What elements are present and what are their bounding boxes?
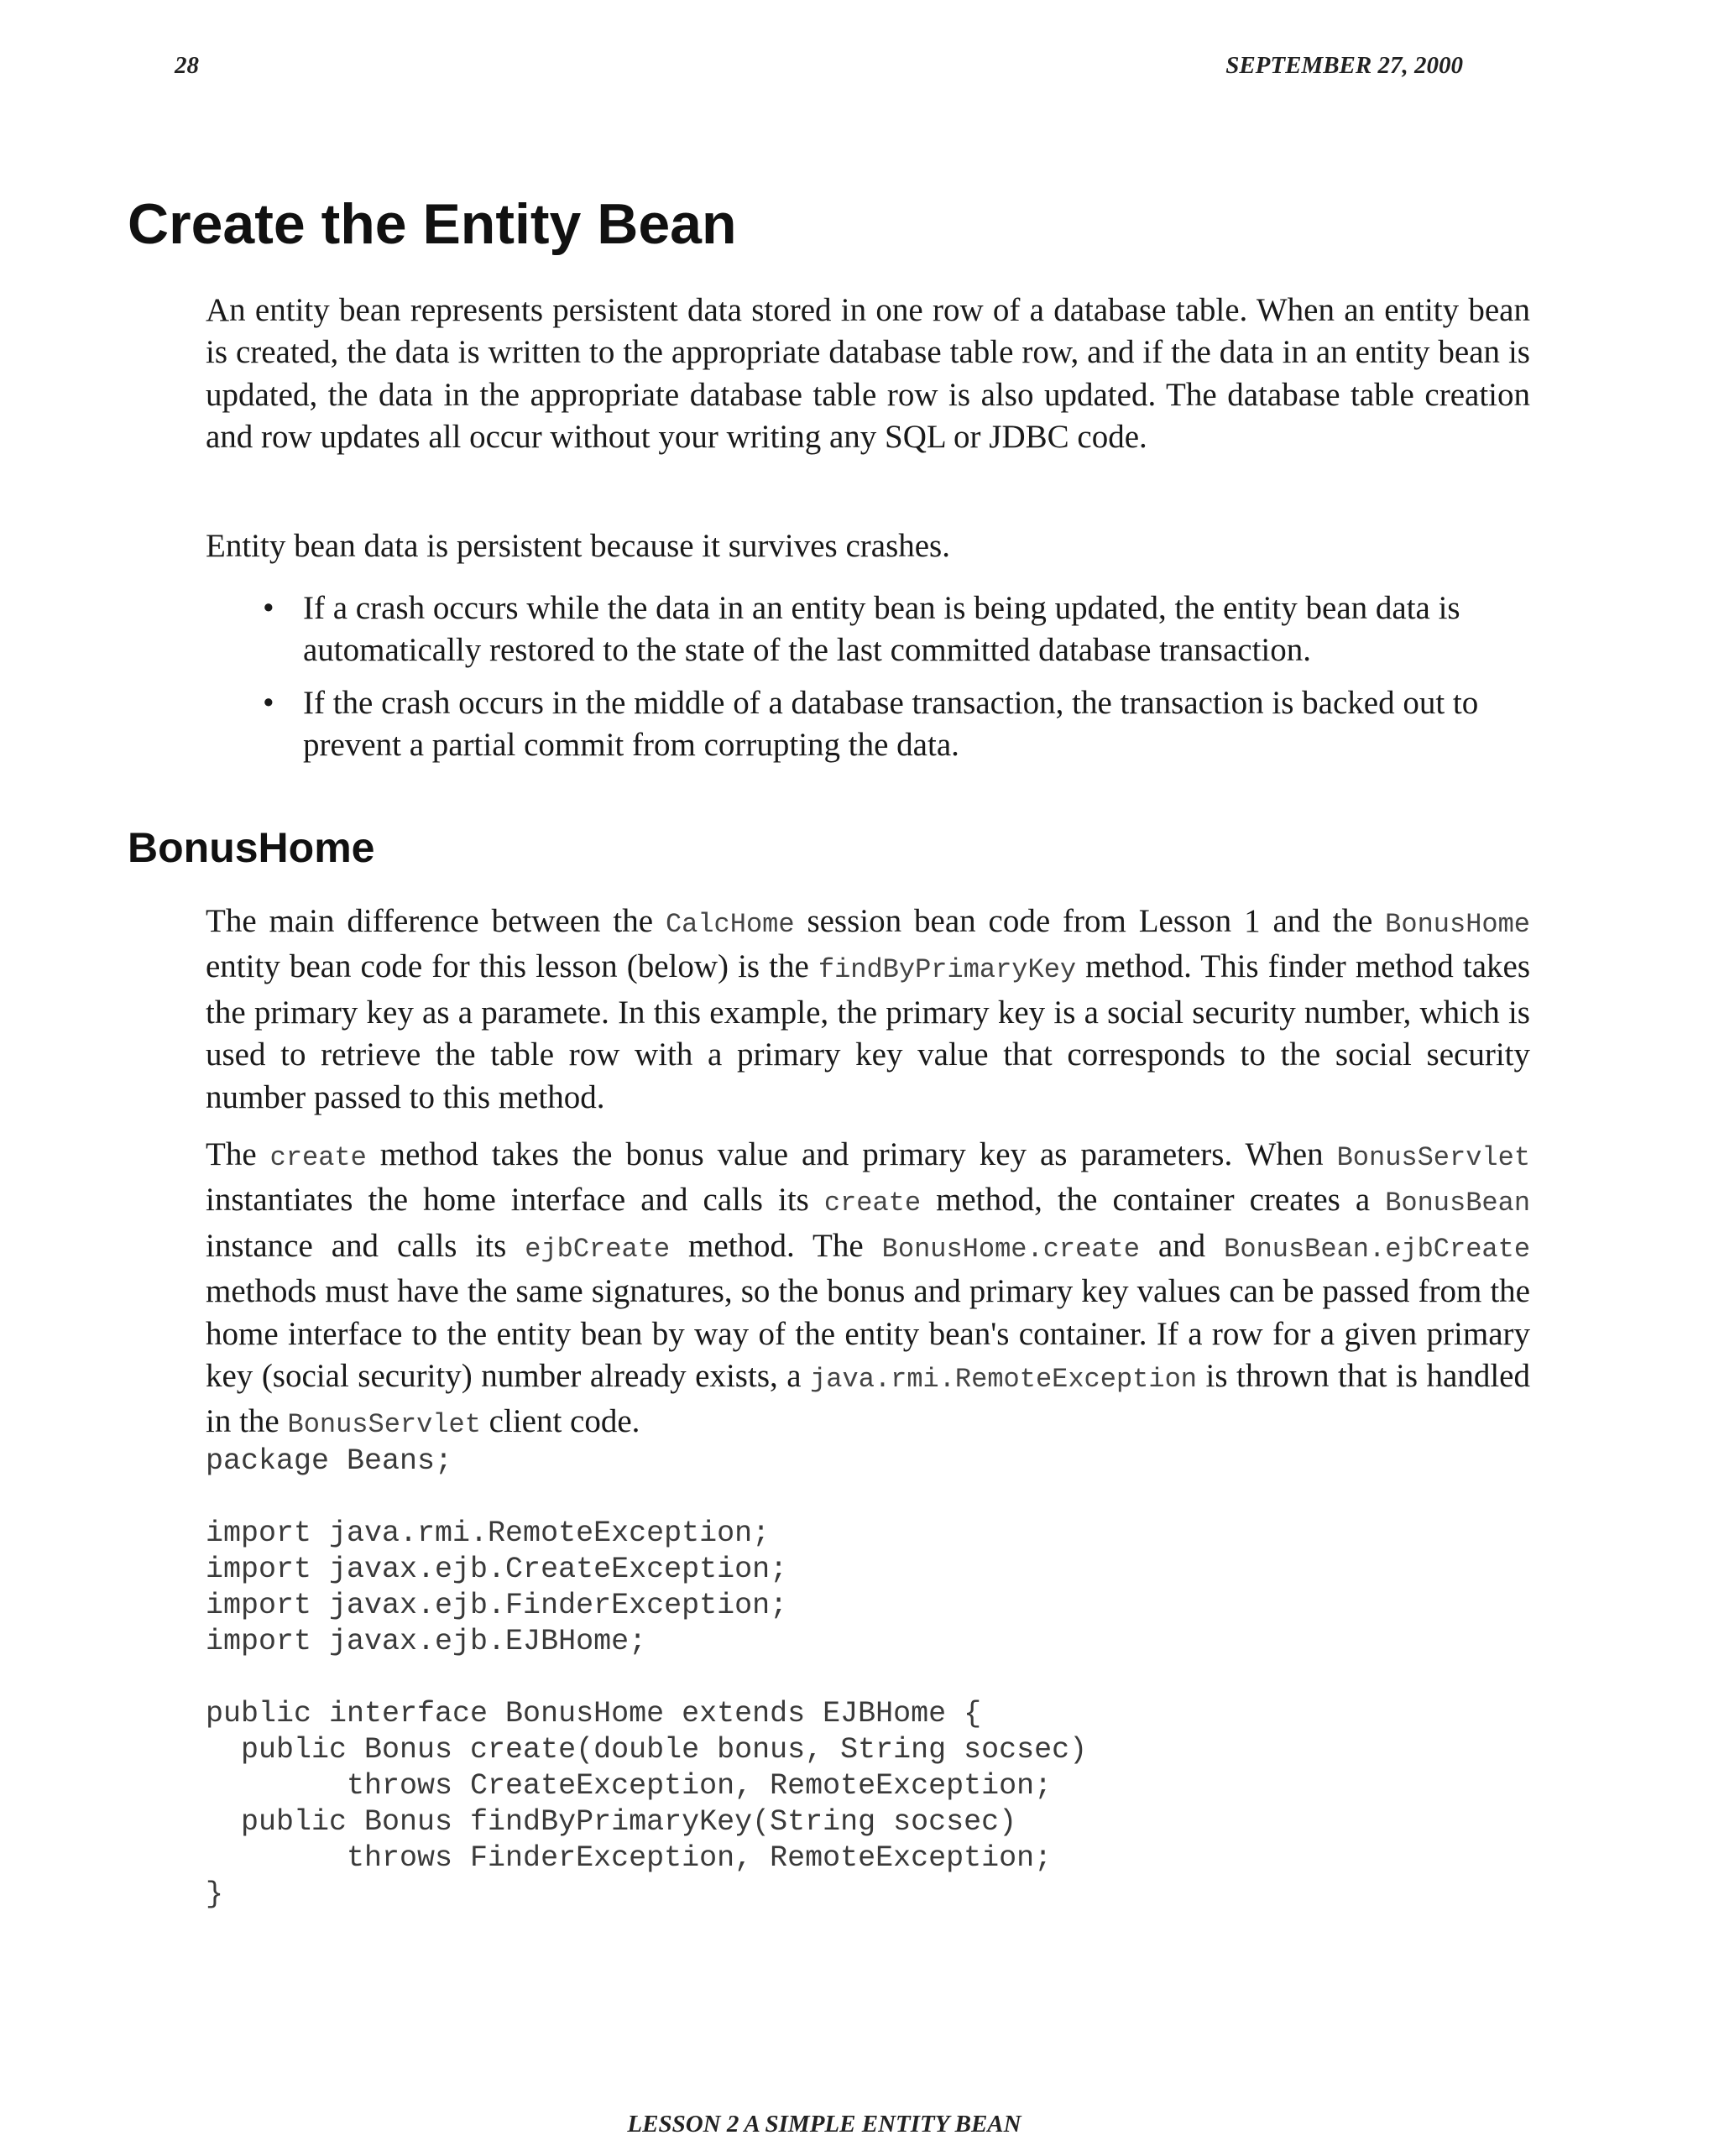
- text-run: method. This finder method takes the primary key as a paramete. In this example, the primary key is a social security number, which is used to retrieve the table row with a primary key value that corresponds to the social security number passed to this method.: [206, 948, 1530, 1115]
- crash-bullet-list: [206, 587, 1530, 777]
- bullet-icon: •: [263, 684, 274, 721]
- inline-code: BonusHome: [1385, 909, 1530, 940]
- text-run: The: [206, 1136, 270, 1172]
- bullet-text: If the crash occurs in the middle of a database transaction, the transaction is backed out to prevent a partial commit from corrupting the data.: [303, 684, 1479, 764]
- text-run: is thrown that is handled in the: [206, 1358, 1530, 1440]
- bullet-item: [206, 682, 1530, 767]
- inline-code: CalcHome: [665, 909, 795, 940]
- bullet-item: [206, 587, 1530, 672]
- text-run: instance and calls its: [206, 1227, 525, 1264]
- inline-code: create: [823, 1188, 922, 1219]
- text-run: method. The: [670, 1227, 882, 1264]
- inline-code: ejbCreate: [525, 1233, 671, 1265]
- subsection-title: BonusHome: [128, 824, 375, 871]
- inline-code: BonusServlet: [287, 1409, 481, 1441]
- running-header-date: SEPTEMBER 27, 2000: [1225, 52, 1463, 79]
- inline-code: create: [269, 1142, 367, 1173]
- inline-code: findByPrimaryKey: [818, 954, 1077, 986]
- text-run: The main difference between the: [206, 903, 666, 939]
- intro-paragraph: An entity bean represents persistent data stored in one row of a database table. When an entity bean is created, the data is written to the appropriate database table row, and if the data in an entity bean is updated, the data in the appropriate database table row is also updated. The database table creation and row updates all occur without your writing any SQL or JDBC code.: [206, 292, 1530, 456]
- section-title: Create the Entity Bean: [128, 192, 737, 256]
- bonushome-paragraph-1: [206, 901, 1530, 1119]
- bonushome-paragraph-2: [206, 1134, 1530, 1447]
- code-listing: package Beans; import java.rmi.RemoteException; import javax.ejb.CreateException; import javax.ejb.FinderException; import javax.ejb.EJBHome; public interface BonusHome extends EJBHome { public Bonus create(double bonus, String socsec) throws CreateException, RemoteException; public Bonus findByPrimaryKey(String socsec) throws FinderException, RemoteException; }: [206, 1444, 1088, 1911]
- inline-code: BonusHome.create: [881, 1233, 1140, 1265]
- persistence-paragraph: Entity bean data is persistent because it survives crashes.: [206, 528, 950, 564]
- inline-code: BonusServlet: [1336, 1142, 1531, 1173]
- text-run: session bean code from Lesson 1 and the: [794, 903, 1386, 939]
- footer-text: LESSON 2 A SIMPLE ENTITY BEAN: [627, 2111, 1021, 2138]
- text-run: and: [1139, 1227, 1225, 1264]
- text-run: client code.: [480, 1403, 640, 1440]
- inline-code: BonusBean: [1385, 1188, 1531, 1219]
- bullet-text: If a crash occurs while the data in an entity bean is being updated, the entity bean data is automatically restored to the state of the last committed database transaction.: [303, 590, 1460, 669]
- text-run: methods must have the same signatures, so the bonus and primary key values can be passed from the home interface to the entity bean by way of the entity bean's container. If a row for a given primary key (social security) number already exists, a: [206, 1273, 1530, 1395]
- running-footer: [0, 2111, 1719, 2138]
- bullet-icon: •: [263, 590, 274, 626]
- text-run: method takes the bonus value and primary key as parameters. When: [366, 1136, 1337, 1172]
- inline-code: java.rmi.RemoteException: [810, 1364, 1197, 1396]
- text-run: instantiates the home interface and calls its: [206, 1182, 824, 1219]
- text-run: entity bean code for this lesson (below) is the: [206, 948, 818, 985]
- text-run: method, the container creates a: [921, 1182, 1386, 1219]
- page-number: 28: [175, 52, 199, 79]
- inline-code: BonusBean.ejbCreate: [1224, 1233, 1531, 1265]
